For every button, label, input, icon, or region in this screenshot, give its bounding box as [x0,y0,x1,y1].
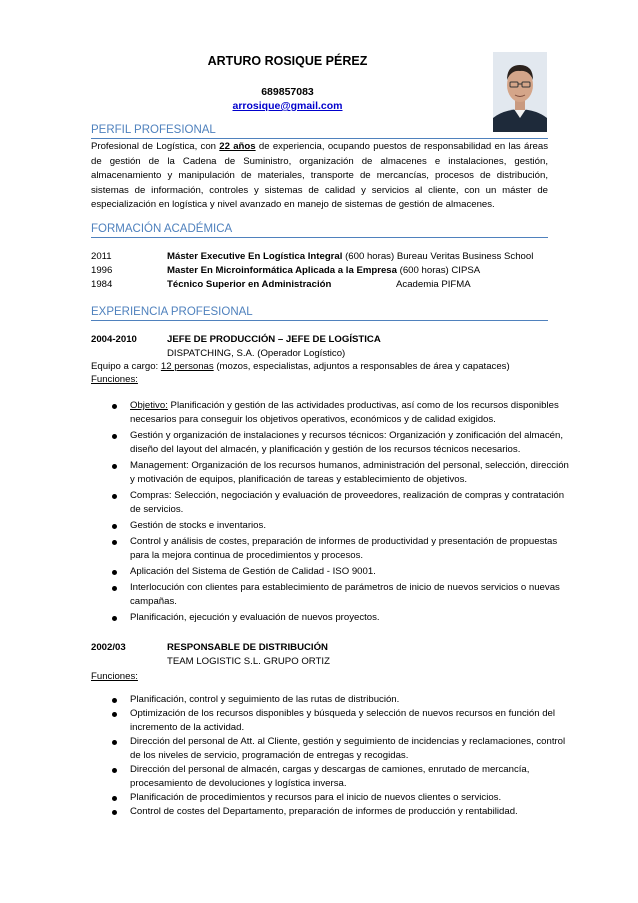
section-title-experiencia: EXPERIENCIA PROFESIONAL [91,306,548,321]
job-title: RESPONSABLE DE DISTRIBUCIÓN [167,642,328,653]
bullet-icon [112,712,117,717]
funciones-label: Funciones: [91,374,138,385]
bullet-icon [112,616,117,621]
list-item-text: Planificación, control y seguimiento de las rutas de distribución. [130,694,400,705]
list-item [112,707,572,735]
bullet-icon [112,540,117,545]
bullet-icon [112,494,117,499]
education-title: Técnico Superior en Administración [167,279,332,290]
list-item [112,565,572,579]
list-item-text: Gestión de stocks e inventarios. [130,520,266,531]
list-item [112,763,572,791]
team-count: 12 personas [160,361,214,372]
perfil-paragraph [91,140,548,213]
list-item [112,399,572,427]
job-period: 2004-2010 [91,334,137,345]
portrait-image [493,52,547,132]
job2-functions-list [112,693,572,819]
list-item-text: Control y análisis de costes, preparación de informes de productividad y presentación de propuestas para la mejora continua de procedimientos y procesos. [130,536,558,561]
education-title: Máster Executive En Logística Integral [167,251,343,262]
section-title-perfil: PERFIL PROFESIONAL [91,124,548,139]
section-title-formacion: FORMACIÓN ACADÉMICA [91,223,548,238]
list-item-text: Optimización de los recursos disponibles y búsqueda y selección de nuevos recursos en función del incremento de la actividad. [130,708,556,733]
list-item [112,791,572,805]
list-item-text: Dirección del personal de Att. al Cliente, gestión y seguimiento de incidencias y reclamaciones, control de los niveles de servicio, programación de entregas y recogidas. [130,736,566,761]
bullet-icon [112,810,117,815]
team-label: Equipo a cargo: [91,361,161,372]
job-company: TEAM LOGISTIC S.L. GRUPO ORTIZ [167,656,330,667]
team-detail: (mozos, especialistas, adjuntos a responsables de área y capataces) [213,361,510,372]
education-year: 2011 [91,251,112,262]
candidate-name: ARTURO ROSIQUE PÉREZ [207,54,368,68]
perfil-text-end: de experiencia, ocupando puestos de responsabilidad en las áreas de gestión de la Cadena de Suministro, organización de almacenes e instalaciones, gestión, almacenamiento y manipulación de materiales, transporte de mercancías, procesos de distribución, sistemas de información, controles y sistemas de calidad y servicios al cliente, con un máster de especialización en logística y nivel avanzado en manejo de sistemas de gestión de almacenes. [91,141,548,211]
objetivo-label: Objetivo: [130,400,168,411]
list-item [112,489,572,517]
bullet-icon [112,464,117,469]
objetivo-text: Planificación y gestión de las actividades productivas, así como de los recursos disponibles necesarios para conseguir los objetivos operativos, económicos y de calidad exigidos. [130,400,559,425]
list-item-text: Planificación, ejecución y evaluación de nuevos proyectos. [130,612,380,623]
job1-functions-list [112,399,572,627]
bullet-icon [112,434,117,439]
job-title: JEFE DE PRODUCCIÓN – JEFE DE LOGÍSTICA [167,334,381,345]
team-line [91,361,510,372]
bullet-icon [112,570,117,575]
phone-number: 689857083 [261,86,314,98]
job-company: DISPATCHING, S.A. (Operador Logístico) [167,348,346,359]
bullet-icon [112,586,117,591]
list-item-text: Management: Organización de los recursos humanos, administración del personal, selección, dirección y motivación de equipos, planificación de tareas y establecimiento de objetivos. [130,460,569,485]
job-period: 2002/03 [91,642,126,653]
list-item [112,693,572,707]
funciones-label: Funciones: [91,671,138,682]
education-detail: (600 horas) CIPSA [396,265,481,276]
education-year: 1984 [91,279,113,290]
list-item [112,429,572,457]
list-item [112,535,572,563]
education-detail: (600 horas) Bureau Veritas Business School [342,251,534,262]
list-item-text: Aplicación del Sistema de Gestión de Calidad - ISO 9001. [130,566,376,577]
profile-photo [493,52,547,132]
bullet-icon [112,768,117,773]
list-item-text: Compras: Selección, negociación y evaluación de proveedores, realización de compras y contratación de servicios. [130,490,565,515]
list-item-text: Interlocución con clientes para establecimiento de parámetros de inicio de nuevos servicios o nuevas campañas. [130,582,560,607]
list-item [112,581,572,609]
list-item [112,519,572,533]
list-item-text: Dirección del personal de almacén, cargas y descargas de camiones, enrutado de mercancía, procesamiento de devoluciones y logística inversa. [130,764,530,789]
bullet-icon [112,796,117,801]
list-item-text: Gestión y organización de instalaciones y recursos técnicos: Organización y zonificación del almacén, diseño del layout del almacén, y planificación y gestión de los recursos técnicos necesarios. [130,430,564,455]
perfil-text-start: Profesional de Logística, con [91,141,220,152]
email-link[interactable]: arrosique@gmail.com [232,100,343,112]
education-detail: Academia PIFMA [396,279,471,290]
bullet-icon [112,740,117,745]
bullet-icon [112,698,117,703]
education-year: 1996 [91,265,113,276]
list-item [112,611,572,625]
bullet-icon [112,404,117,409]
list-item [112,805,572,819]
list-item-text: Planificación de procedimientos y recursos para el inicio de nuevos clientes o servicios. [130,792,502,803]
list-item-text: Control de costes del Departamento, preparación de informes de producción y rentabilidad. [130,806,518,817]
education-title: Master En Microinformática Aplicada a la Empresa [167,265,397,276]
bullet-icon [112,524,117,529]
list-item [112,459,572,487]
perfil-years: 22 años [219,141,256,152]
list-item [112,735,572,763]
